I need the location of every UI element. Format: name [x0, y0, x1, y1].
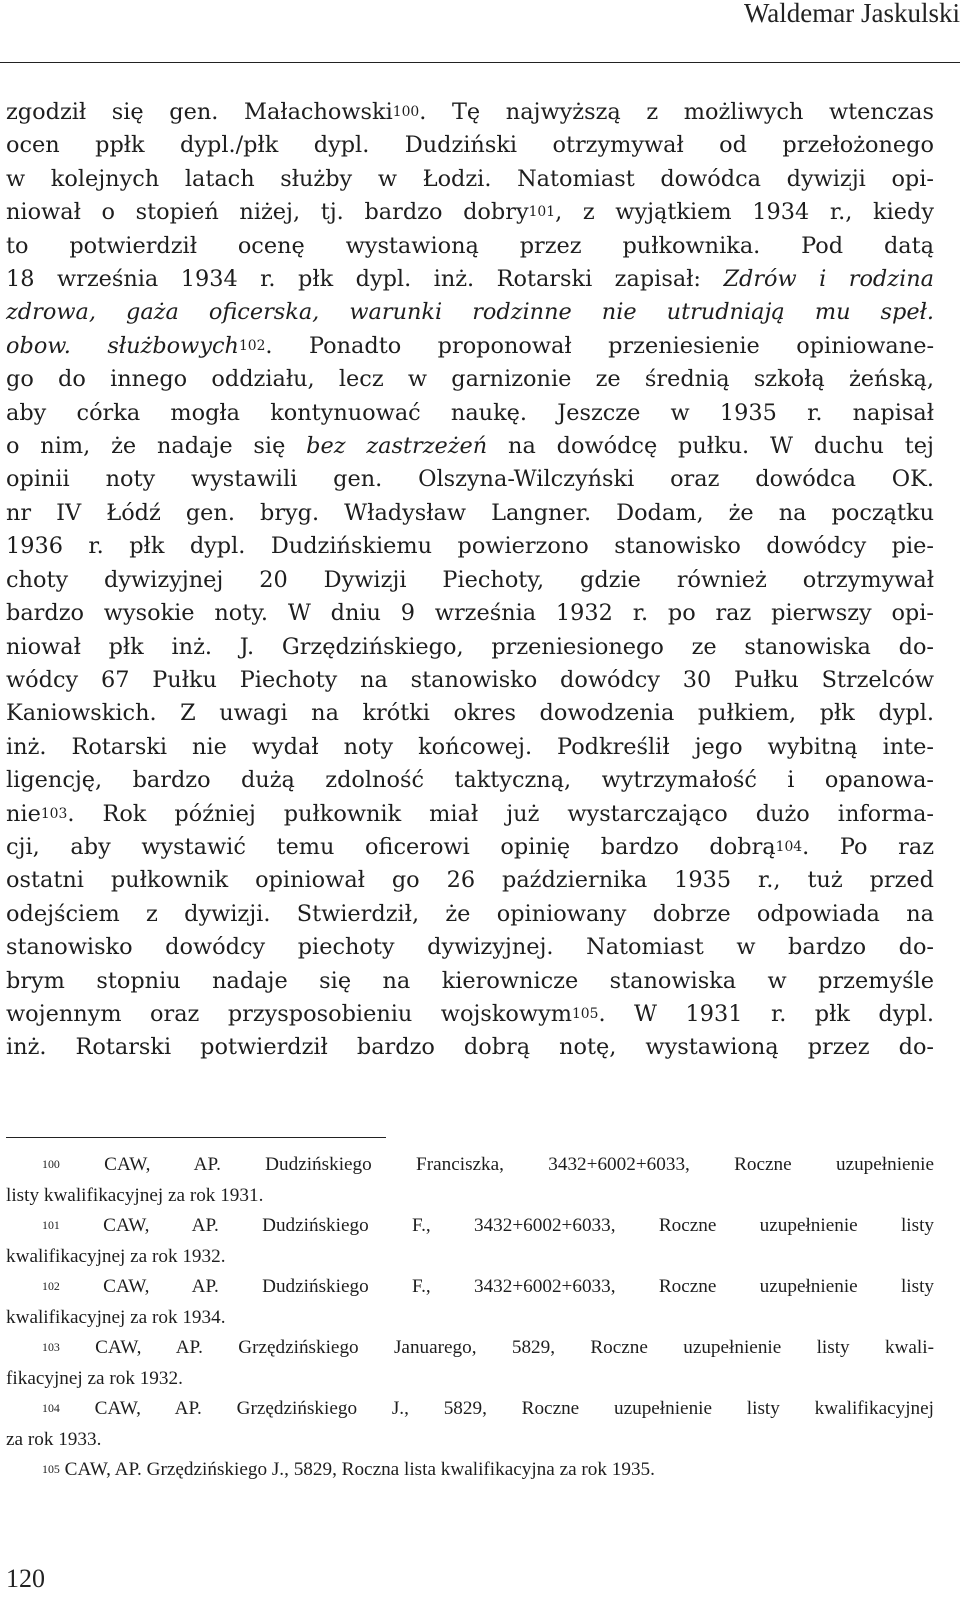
text-run: ostatni pułkownik opiniował go 26 października 1935 r., tuż przed: [6, 867, 934, 894]
text-run: cji, aby wystawić temu oficerowi opinię bardzo dobrą: [6, 833, 776, 860]
italic-quote: zdrowa, gaża oficerska, warunki rodzinne nie utrudniają mu speł.: [6, 299, 934, 326]
footnote-number: 101: [42, 1217, 60, 1232]
text-run: brym stopniu nadaje się na kierownicze stanowiska w przemyśle: [6, 967, 934, 994]
text-run: inż. Rotarski potwierdził bardzo dobrą notę, wystawioną przez do-: [6, 1034, 934, 1061]
footnote-ref: 100: [392, 104, 420, 121]
body-line: [6, 731, 934, 764]
page-number: 120: [6, 1564, 45, 1593]
body-line: [6, 129, 934, 162]
footnote-line: [6, 1425, 934, 1456]
body-text: [6, 96, 934, 1065]
text-run: na dowódcę pułku. W duchu tej: [487, 433, 934, 460]
footnote-line: [6, 1272, 934, 1303]
footnote-ref: 105: [571, 1006, 599, 1023]
footnote-text: CAW, AP. Grzędzińskiego J., 5829, Roczna lista kwalifikacyjna za rok 1935.: [64, 1459, 655, 1480]
text-run: inż. Rotarski nie wydał noty końcowej. Podkreślił jego wybitną inte-: [6, 733, 934, 760]
body-line: [6, 564, 934, 597]
body-line: [6, 898, 934, 931]
text-run: bardzo wysokie noty. W dniu 9 września 1932 r. po raz pierwszy opi-: [6, 600, 934, 627]
footnote-text: kwalifikacyjnej za rok 1932.: [6, 1245, 226, 1267]
text-run: niował o stopień niżej, tj. bardzo dobry: [6, 199, 529, 226]
footnote-number: 104: [42, 1400, 60, 1415]
body-line: [6, 530, 934, 563]
footnote-line: [6, 1181, 934, 1212]
text-run: . Ponadto proponował przeniesienie opiniowane-: [265, 332, 935, 359]
body-line: [6, 230, 934, 263]
running-header: [0, 0, 960, 38]
body-line: [6, 363, 934, 396]
body-line: [6, 931, 934, 964]
body-line: [6, 330, 934, 363]
body-line: [6, 196, 934, 229]
text-run: aby córka mogła kontynuować naukę. Jeszcze w 1935 r. napisał: [6, 399, 934, 426]
body-line: [6, 831, 934, 864]
footnote-text: CAW, AP. Grzędzińskiego J., 5829, Roczne uzupełnienie listy kwalifikacyjnej: [94, 1398, 934, 1419]
footnote-104: [6, 1394, 934, 1455]
text-run: to potwierdził ocenę wystawioną przez pułkownika. Pod datą: [6, 232, 934, 259]
text-run: 1936 r. płk dypl. Dudzińskiemu powierzono stanowisko dowódcy pie-: [6, 533, 934, 560]
text-run: odejściem z dywizji. Stwierdził, że opiniowany dobrze odpowiada na: [6, 900, 934, 927]
body-line: [6, 664, 934, 697]
text-run: . Rok później pułkownik miał już wystarczająco dużo informa-: [67, 800, 934, 827]
footnote-text: kwalifikacyjnej za rok 1934.: [6, 1306, 226, 1328]
italic-quote: Zdrów i rodzina: [723, 266, 934, 293]
footnote-number: 102: [42, 1278, 60, 1293]
body-line: [6, 430, 934, 463]
footnote-line: [6, 1303, 934, 1334]
body-line: [6, 263, 934, 296]
body-line: [6, 1031, 934, 1064]
italic-quote: bez zastrzeżeń: [306, 433, 488, 460]
footnote-line: [6, 1211, 934, 1242]
text-run: opinii noty wystawili gen. Olszyna-Wilczyński oraz dowódca OK.: [6, 466, 934, 493]
body-line: [6, 296, 934, 329]
text-run: nr IV Łódź gen. bryg. Władysław Langner. Dodam, że na początku: [6, 499, 934, 526]
text-run: ligencję, bardzo dużą zdolność taktyczną, wytrzymałość i opanowa-: [6, 767, 934, 794]
footnote-ref: 104: [775, 839, 803, 856]
footnote-102: [6, 1272, 934, 1333]
footnote-line: [6, 1333, 934, 1364]
footnote-101: [6, 1211, 934, 1272]
text-run: w kolejnych latach służby w Łodzi. Natomiast dowódca dywizji opi-: [6, 165, 934, 192]
footnote-text: CAW, AP. Dudzińskiego F., 3432+6002+6033, Roczne uzupełnienie listy: [103, 1276, 935, 1297]
body-line: [6, 798, 934, 831]
text-run: wódcy 67 Pułku Piechoty na stanowisko dowódcy 30 Pułku Strzelców: [6, 666, 934, 693]
text-run: nie: [6, 800, 41, 827]
footnote-text: CAW, AP. Dudzińskiego Franciszka, 3432+6002+6033, Roczne uzupełnienie: [104, 1154, 935, 1175]
body-line: [6, 397, 934, 430]
body-line: [6, 463, 934, 496]
footnote-100: [6, 1150, 934, 1211]
footnote-ref: 103: [40, 805, 68, 822]
header-rule: [0, 62, 960, 63]
body-line: [6, 96, 934, 129]
footnote-ref: 101: [528, 204, 556, 221]
text-run: choty dywizyjnej 20 Dywizji Piechoty, gdzie również otrzymywał: [6, 566, 934, 593]
italic-quote: obow. służbowych: [6, 332, 239, 359]
footnote-line: [6, 1455, 934, 1486]
footnote-text: CAW, AP. Dudzińskiego F., 3432+6002+6033, Roczne uzupełnienie listy: [103, 1215, 935, 1236]
text-run: stanowisko dowódcy piechoty dywizyjnej. Natomiast w bardzo do-: [6, 934, 934, 961]
text-run: wojennym oraz przysposobieniu wojskowym: [6, 1000, 572, 1027]
text-run: 18 września 1934 r. płk dypl. inż. Rotarski zapisał:: [6, 266, 724, 293]
footnote-number: 100: [42, 1156, 60, 1171]
footnote-103: [6, 1333, 934, 1394]
footnote-105: [6, 1455, 934, 1486]
footnote-text: CAW, AP. Grzędzińskiego Januarego, 5829, Roczne uzupełnienie listy kwali-: [95, 1337, 934, 1358]
text-run: . Po raz: [802, 833, 934, 860]
body-line: [6, 864, 934, 897]
text-run: niował płk inż. J. Grzędzińskiego, przeniesionego ze stanowiska do-: [6, 633, 934, 660]
body-line: [6, 497, 934, 530]
footnotes: [6, 1150, 934, 1486]
footnote-text: fikacyjnej za rok 1932.: [6, 1367, 183, 1389]
text-run: o nim, że nadaje się: [6, 433, 307, 460]
body-line: [6, 965, 934, 998]
text-run: ocen ppłk dypl./płk dypl. Dudziński otrzymywał od przełożonego: [6, 132, 934, 159]
footnote-ref: 102: [238, 338, 266, 355]
text-run: go do innego oddziału, lecz w garnizonie ze średnią szkołą żeńską,: [6, 366, 934, 393]
text-run: zgodził się gen. Małachowski: [6, 99, 393, 125]
body-line: [6, 998, 934, 1031]
footnote-line: [6, 1394, 934, 1425]
footnote-text: listy kwalifikacyjnej za rok 1931.: [6, 1184, 264, 1206]
body-line: [6, 163, 934, 196]
text-run: , z wyjątkiem 1934 r., kiedy: [555, 199, 934, 226]
footnote-line: [6, 1150, 934, 1181]
body-line: [6, 764, 934, 797]
text-run: . W 1931 r. płk dypl.: [598, 1000, 934, 1027]
text-run: . Tę najwyższą z możliwych wtenczas: [419, 99, 934, 125]
body-line: [6, 697, 934, 730]
header-author: Waldemar Jaskulski: [743, 0, 960, 28]
footnote-separator: [6, 1137, 386, 1138]
footnote-number: 105: [42, 1461, 60, 1476]
body-line: [6, 597, 934, 630]
text-run: Kaniowskich. Z uwagi na krótki okres dowodzenia pułkiem, płk dypl.: [6, 700, 934, 727]
body-line: [6, 631, 934, 664]
footnote-text: za rok 1933.: [6, 1428, 102, 1450]
footnote-line: [6, 1242, 934, 1273]
footnote-number: 103: [42, 1339, 60, 1354]
footnote-line: [6, 1364, 934, 1395]
